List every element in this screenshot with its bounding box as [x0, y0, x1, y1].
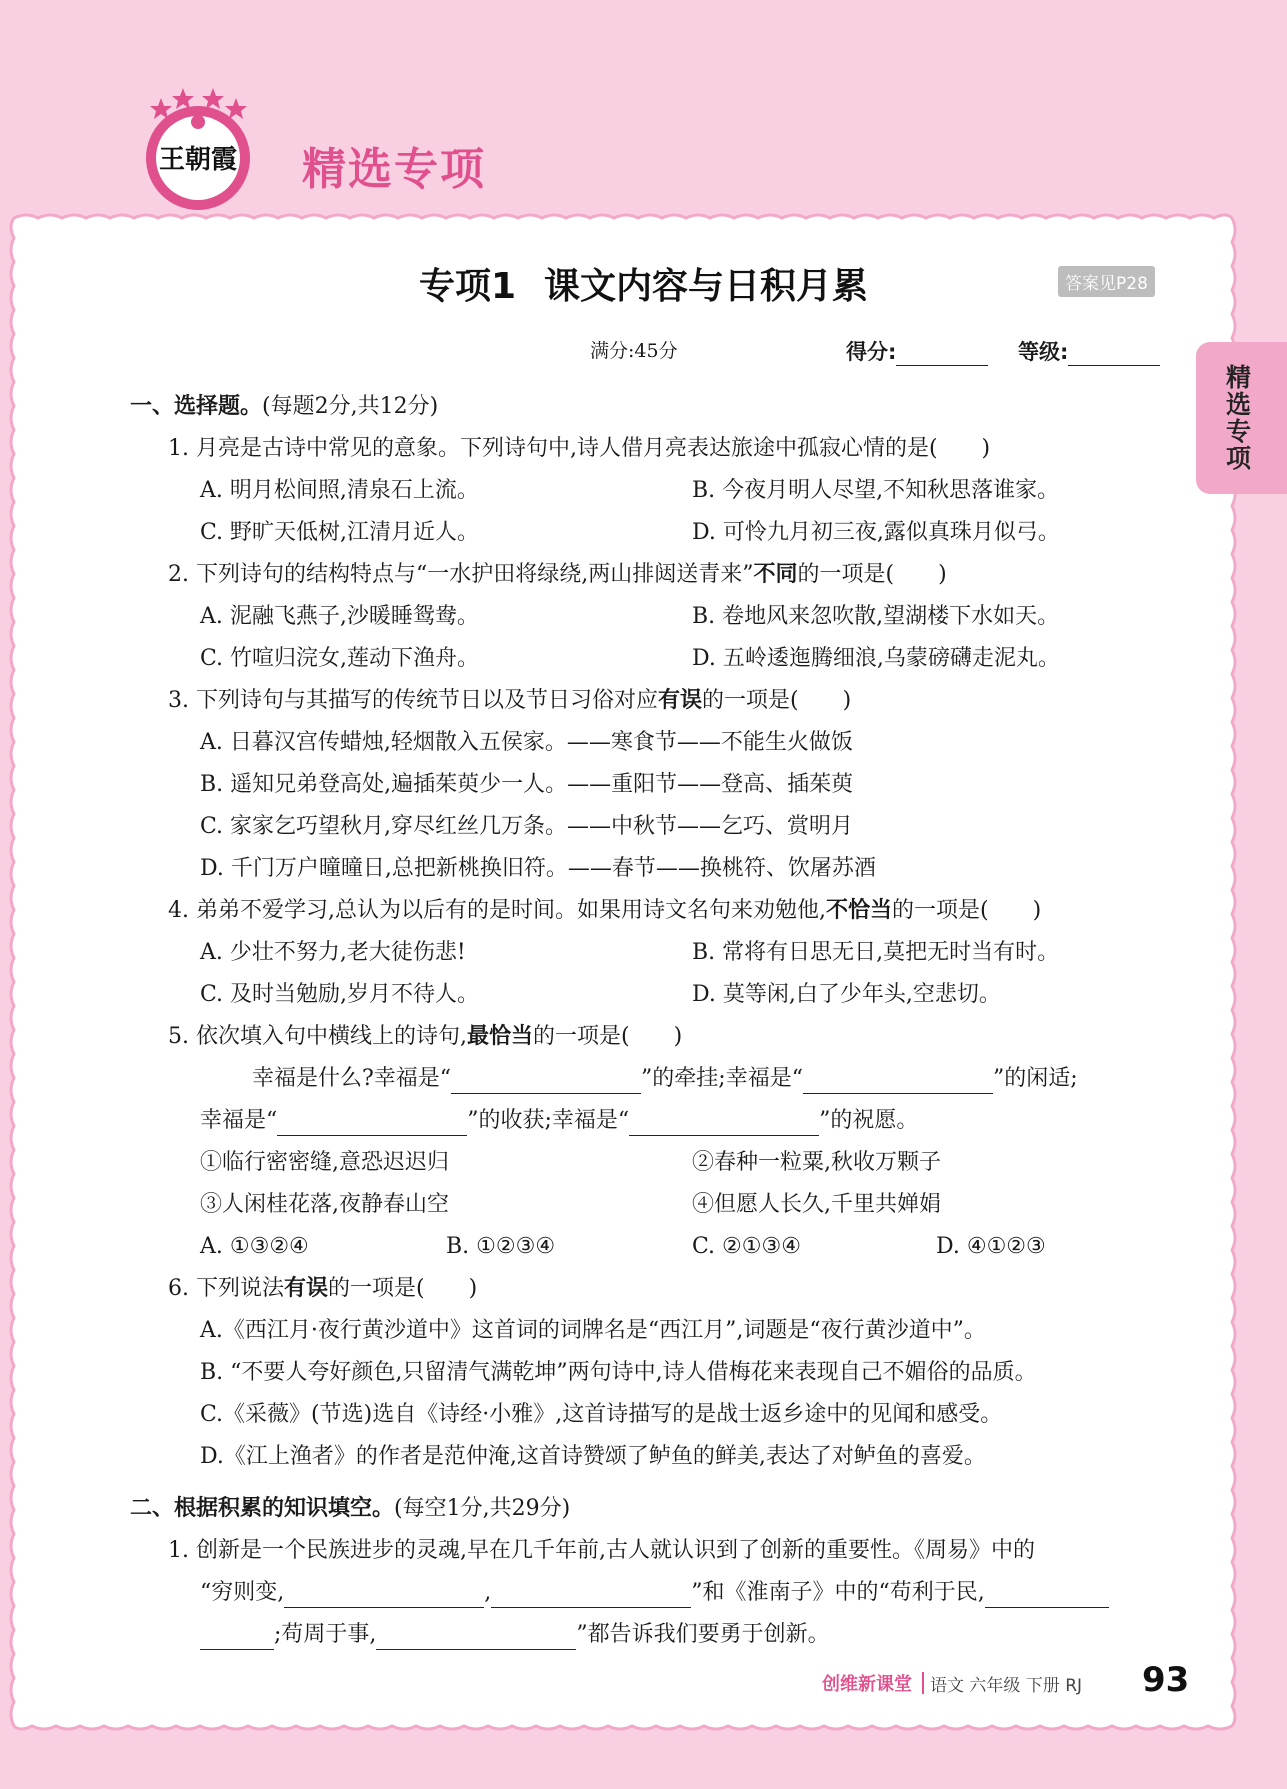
q4-option-a[interactable]: A. 少壮不努力,老大徒伤悲!	[200, 940, 466, 965]
q5-blank-4[interactable]	[629, 1113, 819, 1136]
q4-option-b[interactable]: B. 常将有日思无日,莫把无时当有时。	[692, 940, 1060, 965]
q5-option-d[interactable]: D. ④①②③	[936, 1234, 1046, 1259]
q5-option-b[interactable]: B. ①②③④	[446, 1234, 556, 1259]
main-title: 专项1 课文内容与日积月累	[418, 266, 869, 307]
section-2-heading: 二、根据积累的知识填空。(每空1分,共29分)	[130, 1496, 571, 1521]
q2-option-c[interactable]: C. 竹喧归浣女,莲动下渔舟。	[200, 646, 480, 671]
q6-option-b[interactable]: B. “不要人夸好颜色,只留清气满乾坤”两句诗中,诗人借梅花来表现自己不媚俗的品质。	[200, 1360, 1037, 1385]
s2-q1-blank-3-cont[interactable]	[200, 1627, 274, 1650]
q6-option-d[interactable]: D.《江上渔者》的作者是范仲淹,这首诗赞颂了鲈鱼的鲜美,表达了对鲈鱼的喜爱。	[200, 1444, 986, 1469]
q2-option-b[interactable]: B. 卷地风来忽吹散,望湖楼下水如天。	[692, 604, 1060, 629]
q4-stem: 4. 弟弟不爱学习,总认为以后有的是时间。如果用诗文名句来劝勉他,不恰当的一项是( )	[168, 898, 1042, 923]
q4-option-c[interactable]: C. 及时当勉励,岁月不待人。	[200, 982, 480, 1007]
footer-divider	[922, 1672, 924, 1694]
s2-q1-blank-1[interactable]	[284, 1585, 484, 1608]
logo-text: 王朝霞	[158, 145, 238, 175]
q5-blank-2[interactable]	[803, 1071, 993, 1094]
q5-blank-3[interactable]	[277, 1113, 467, 1136]
q5-item-3: ③人闲桂花落,夜静春山空	[200, 1192, 449, 1217]
footer-subtitle: 语文 六年级 下册 RJ	[930, 1676, 1083, 1696]
q1-option-a[interactable]: A. 明月松间照,清泉石上流。	[200, 478, 479, 503]
q6-option-a[interactable]: A.《西江月·夜行黄沙道中》这首词的词牌名是“西江月”,词题是“夜行黄沙道中”。	[200, 1318, 986, 1343]
q5-stem: 5. 依次填入句中横线上的诗句,最恰当的一项是( )	[168, 1024, 683, 1049]
q3-stem: 3. 下列诗句与其描写的传统节日以及节日习俗对应有误的一项是( )	[168, 688, 852, 713]
q2-option-a[interactable]: A. 泥融飞燕子,沙暖睡鸳鸯。	[200, 604, 479, 629]
q6-stem: 6. 下列说法有误的一项是( )	[168, 1276, 478, 1301]
s2-q1-line-2: “穷则变, , ”和《淮南子》中的“苟利于民,	[200, 1578, 1109, 1608]
q1-option-c[interactable]: C. 野旷天低树,江清月近人。	[200, 520, 480, 545]
brand-logo	[138, 86, 258, 214]
q3-option-d[interactable]: D. 千门万户曈曈日,总把新桃换旧符。——春节——换桃符、饮屠苏酒	[200, 856, 876, 881]
s2-q1-line-3: ;苟周于事, ”都告诉我们要勇于创新。	[200, 1620, 830, 1650]
header-title: 精选专项	[302, 144, 486, 195]
s2-q1-line-1: 1. 创新是一个民族进步的灵魂,早在几千年前,古人就认识到了创新的重要性。《周易》中的	[168, 1538, 1035, 1563]
q6-option-c[interactable]: C.《采薇》(节选)选自《诗经·小雅》,这首诗描写的是战士返乡途中的见闻和感受。	[200, 1402, 1003, 1427]
q2-option-d[interactable]: D. 五岭逶迤腾细浪,乌蒙磅礴走泥丸。	[692, 646, 1060, 671]
q5-item-1: ①临行密密缝,意恐迟迟归	[200, 1150, 449, 1175]
s2-q1-blank-3[interactable]	[985, 1585, 1109, 1608]
q5-blank-1[interactable]	[451, 1071, 641, 1094]
q1-option-b[interactable]: B. 今夜月明人尽望,不知秋思落谁家。	[692, 478, 1060, 503]
q5-option-c[interactable]: C. ②①③④	[692, 1234, 801, 1259]
q3-option-c[interactable]: C. 家家乞巧望秋月,穿尽红丝几万条。——中秋节——乞巧、赏明月	[200, 814, 854, 839]
full-score: 满分:45分	[590, 340, 678, 362]
q1-option-d[interactable]: D. 可怜九月初三夜,露似真珠月似弓。	[692, 520, 1060, 545]
section-1-heading: 一、选择题。(每题2分,共12分)	[130, 394, 439, 419]
q1-stem: 1. 月亮是古诗中常见的意象。下列诗句中,诗人借月亮表达旅途中孤寂心情的是( )	[168, 436, 991, 461]
s2-q1-blank-4[interactable]	[376, 1627, 576, 1650]
page-number: 93	[1142, 1660, 1190, 1700]
q2-stem: 2. 下列诗句的结构特点与“一水护田将绿绕,两山排闼送青来”不同的一项是( )	[168, 562, 947, 587]
q5-option-a[interactable]: A. ①③②④	[200, 1234, 309, 1259]
answer-tag: 答案见P28	[1058, 266, 1155, 297]
q5-passage-line-2: 幸福是“ ”的收获;幸福是“ ”的祝愿。	[200, 1106, 918, 1136]
q5-item-4: ④但愿人长久,千里共婵娟	[692, 1192, 941, 1217]
q3-option-a[interactable]: A. 日暮汉宫传蜡烛,轻烟散入五侯家。——寒食节——不能生火做饭	[200, 730, 853, 755]
side-tab[interactable]: 精选专项	[1196, 342, 1287, 494]
s2-q1-blank-2[interactable]	[491, 1585, 691, 1608]
footer-brand: 创维新课堂	[822, 1674, 912, 1695]
score-field: 得分:	[846, 336, 988, 366]
q3-option-b[interactable]: B. 遥知兄弟登高处,遍插茱萸少一人。——重阳节——登高、插茱萸	[200, 772, 854, 797]
grade-field: 等级:	[1018, 336, 1160, 366]
q5-passage-line-1: 幸福是什么?幸福是“ ”的牵挂;幸福是“ ”的闲适;	[252, 1064, 1078, 1094]
q4-option-d[interactable]: D. 莫等闲,白了少年头,空悲切。	[692, 982, 1001, 1007]
q5-item-2: ②春种一粒粟,秋收万颗子	[692, 1150, 941, 1175]
